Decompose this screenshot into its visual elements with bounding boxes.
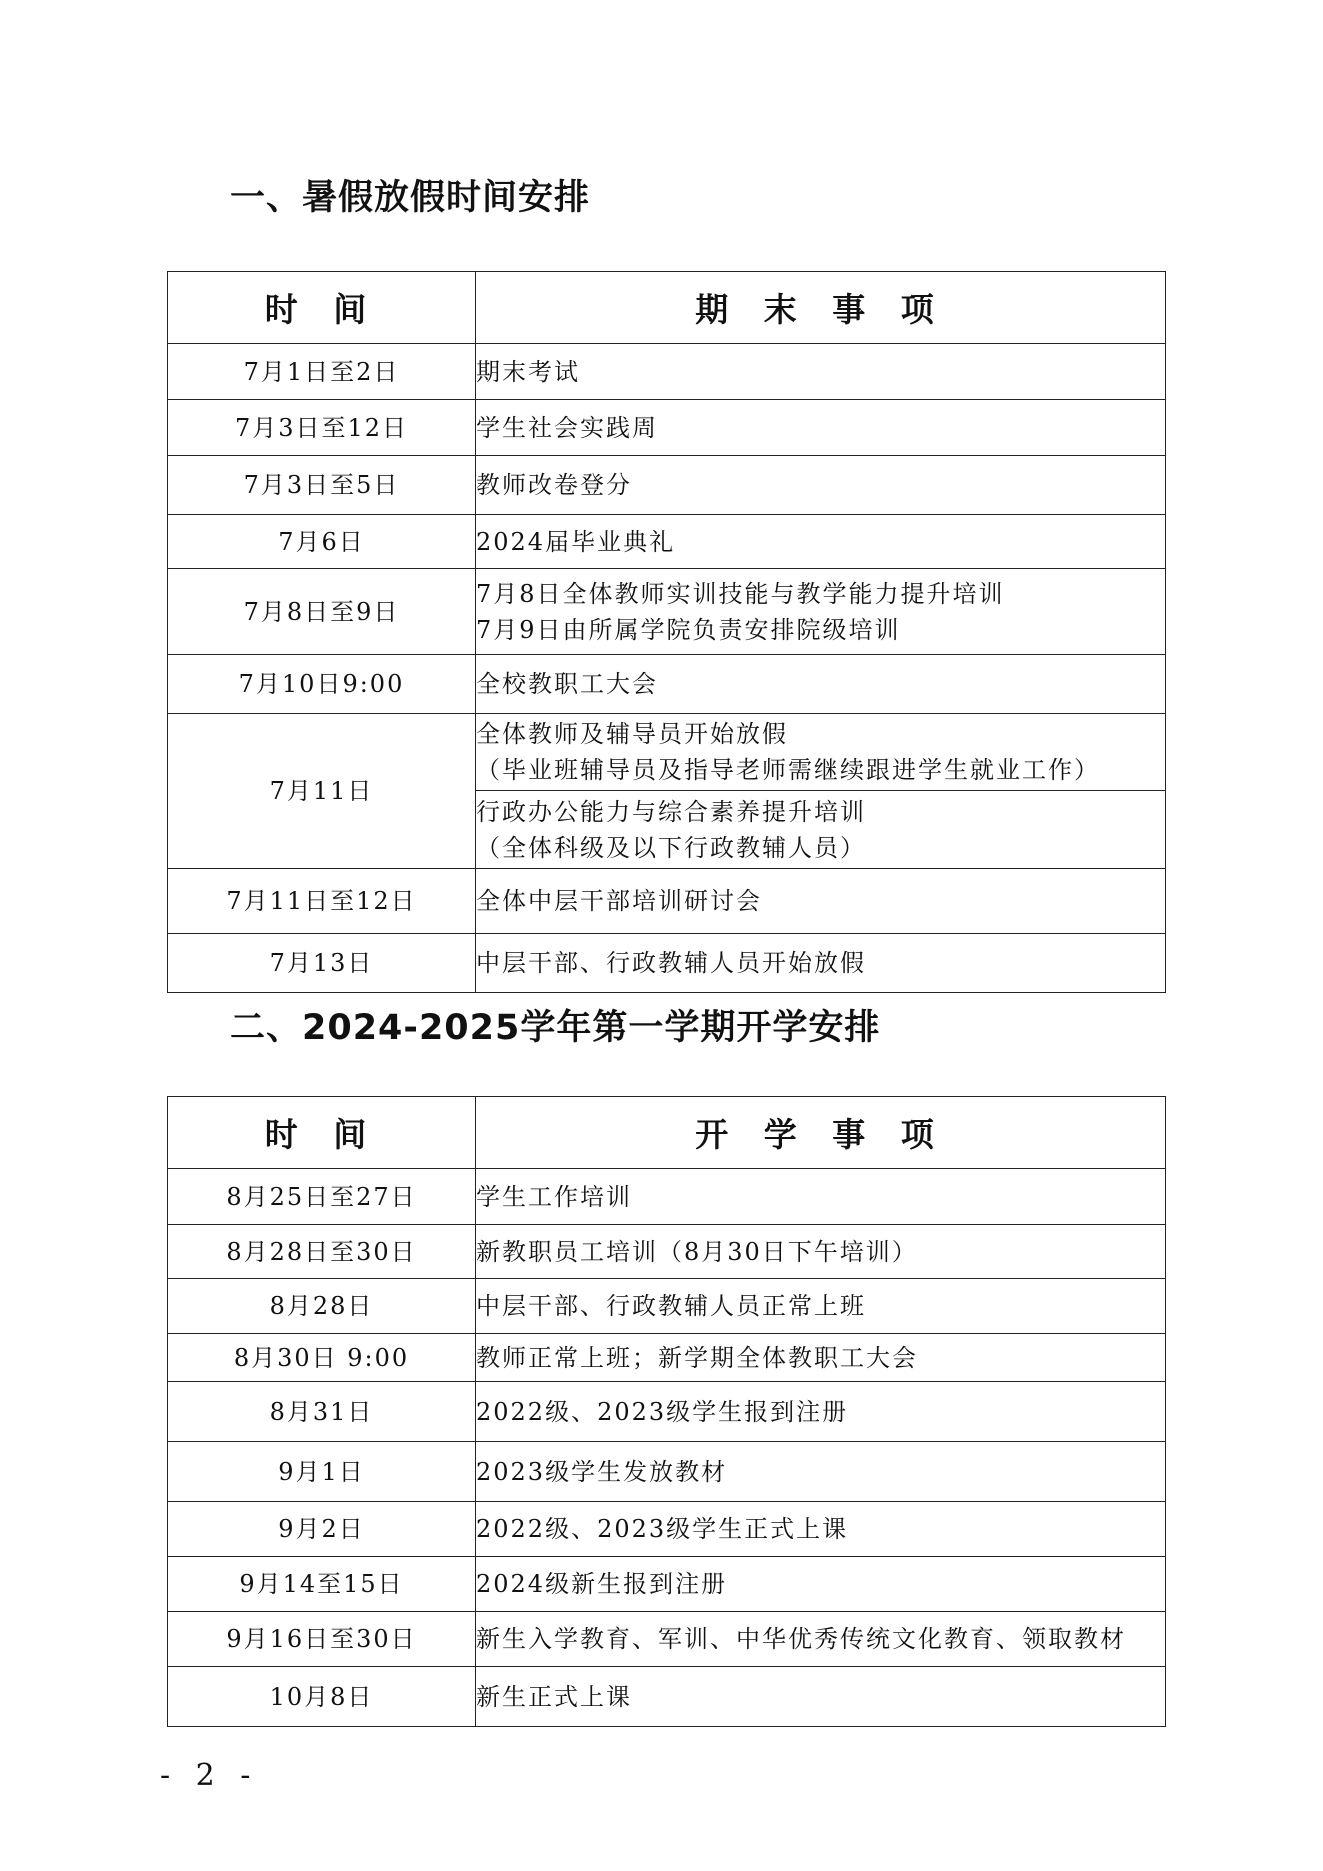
- item-cell: 2023级学生发放教材: [476, 1442, 1166, 1502]
- time-cell: 9月1日: [168, 1442, 476, 1502]
- table-row: [168, 1382, 1166, 1442]
- item-cell: 中层干部、行政教辅人员开始放假: [476, 934, 1166, 993]
- time-cell: 8月25日至27日: [168, 1169, 476, 1225]
- table-row: [168, 1612, 1166, 1667]
- table-row: [168, 934, 1166, 993]
- page-number: - 2 -: [160, 1758, 259, 1793]
- table-row: [168, 714, 1166, 791]
- item-cell: 全体中层干部培训研讨会: [476, 869, 1166, 934]
- time-cell: 7月11日: [168, 714, 476, 869]
- table-row: [168, 869, 1166, 934]
- column-header-item: 开 学 事 项: [476, 1097, 1166, 1169]
- table-row: [168, 515, 1166, 569]
- item-cell: 全校教职工大会: [476, 655, 1166, 714]
- item-line: 7月9日由所属学院负责安排院级培训: [476, 615, 901, 644]
- time-cell: 10月8日: [168, 1667, 476, 1727]
- table-row: [168, 400, 1166, 456]
- table-row: [168, 1334, 1166, 1382]
- item-cell: 2024届毕业典礼: [476, 515, 1166, 569]
- item-line: 7月8日全体教师实训技能与教学能力提升培训: [476, 579, 1005, 608]
- item-cell: [476, 569, 1166, 655]
- time-cell: 7月6日: [168, 515, 476, 569]
- item-line: （毕业班辅导员及指导老师需继续跟进学生就业工作）: [476, 756, 1100, 784]
- time-cell: 8月31日: [168, 1382, 476, 1442]
- time-cell: 9月14至15日: [168, 1557, 476, 1612]
- semester-start-table: [167, 1096, 1166, 1727]
- item-line: 行政办公能力与综合素养提升培训: [476, 797, 866, 826]
- item-cell: 期末考试: [476, 344, 1166, 400]
- table-row: [168, 344, 1166, 400]
- table-row: [168, 1169, 1166, 1225]
- item-cell: 新教职员工培训（8月30日下午培训）: [476, 1225, 1166, 1279]
- item-cell: 新生正式上课: [476, 1667, 1166, 1727]
- item-cell: 学生工作培训: [476, 1169, 1166, 1225]
- table-row: [168, 456, 1166, 515]
- table-row: [168, 1667, 1166, 1727]
- column-header-time: 时 间: [168, 272, 476, 344]
- table-row: [168, 1442, 1166, 1502]
- table-row: [168, 1557, 1166, 1612]
- column-header-time: 时 间: [168, 1097, 476, 1169]
- item-cell: [476, 791, 1166, 869]
- time-cell: 7月8日至9日: [168, 569, 476, 655]
- table-row: [168, 1225, 1166, 1279]
- time-cell: 7月10日9:00: [168, 655, 476, 714]
- column-header-item: 期 末 事 项: [476, 272, 1166, 344]
- table-header-row: [168, 272, 1166, 344]
- item-cell: 2024级新生报到注册: [476, 1557, 1166, 1612]
- time-cell: 8月28日: [168, 1279, 476, 1334]
- time-cell: 7月3日至5日: [168, 456, 476, 515]
- item-line: （全体科级及以下行政教辅人员）: [476, 833, 866, 862]
- time-cell: 9月2日: [168, 1502, 476, 1557]
- time-cell: 7月3日至12日: [168, 400, 476, 456]
- item-cell: 2022级、2023级学生报到注册: [476, 1382, 1166, 1442]
- item-cell: 教师正常上班；新学期全体教职工大会: [476, 1334, 1166, 1382]
- item-line: 全体教师及辅导员开始放假: [476, 720, 788, 748]
- table-row: [168, 1502, 1166, 1557]
- time-cell: 7月13日: [168, 934, 476, 993]
- table-row: [168, 569, 1166, 655]
- summer-vacation-table: [167, 271, 1166, 993]
- time-cell: 8月28日至30日: [168, 1225, 476, 1279]
- item-cell: [476, 714, 1166, 791]
- time-cell: 8月30日 9:00: [168, 1334, 476, 1382]
- table-header-row: [168, 1097, 1166, 1169]
- table-row: [168, 655, 1166, 714]
- item-cell: 中层干部、行政教辅人员正常上班: [476, 1279, 1166, 1334]
- section1-heading: 一、暑假放假时间安排: [230, 178, 591, 218]
- item-cell: 新生入学教育、军训、中华优秀传统文化教育、领取教材: [476, 1612, 1166, 1667]
- time-cell: 7月11日至12日: [168, 869, 476, 934]
- table-row: [168, 1279, 1166, 1334]
- item-cell: 教师改卷登分: [476, 456, 1166, 515]
- item-cell: 2022级、2023级学生正式上课: [476, 1502, 1166, 1557]
- item-cell: 学生社会实践周: [476, 400, 1166, 456]
- time-cell: 9月16日至30日: [168, 1612, 476, 1667]
- time-cell: 7月1日至2日: [168, 344, 476, 400]
- section2-heading: 二、2024-2025学年第一学期开学安排: [230, 1008, 881, 1048]
